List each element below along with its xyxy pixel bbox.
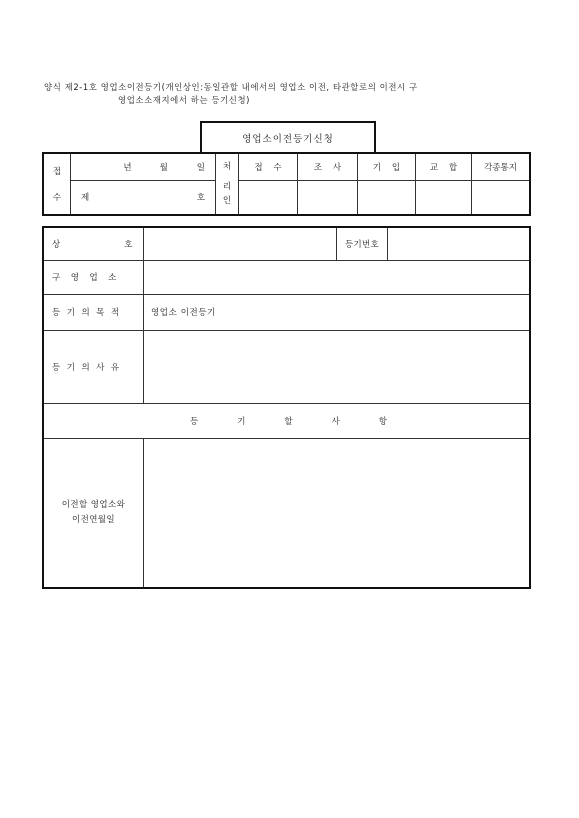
- number-prefix: 제: [81, 193, 90, 204]
- trade-name-field[interactable]: [144, 227, 337, 260]
- trade-name-label-a: 상: [52, 239, 61, 250]
- application-table: [42, 226, 531, 589]
- col-entry-b: 입: [391, 162, 401, 173]
- col-receipt-a: 접: [254, 162, 263, 173]
- old-office-char: 소: [108, 273, 117, 283]
- handler-label: [216, 153, 239, 215]
- col-investigation-b: 사: [332, 162, 342, 173]
- old-office-label: [43, 260, 144, 294]
- matters-char: 기: [237, 416, 246, 427]
- purpose-label: [43, 294, 144, 330]
- handler-label-bottom: 인: [222, 196, 232, 206]
- date-month-label: 월: [159, 162, 168, 173]
- registration-number-label: 등기번호: [337, 227, 388, 260]
- trade-name-label: [43, 227, 144, 260]
- receipt-label-top: 접: [52, 167, 62, 177]
- matters-char: 할: [284, 416, 293, 427]
- form-number-header-cont: 영업소소재지에서 하는 등기신청): [118, 95, 251, 105]
- col-investigation-a: 조: [313, 162, 323, 173]
- reason-char: 사: [96, 362, 105, 373]
- col-header-receipt: [239, 153, 298, 180]
- purpose-char: 기: [66, 308, 76, 318]
- form-number-header: 양식 제2-1호 영업소이전등기(개인상인:동일관할 내에서의 영업소 이전, 타관할로의 이전시 구: [44, 82, 418, 92]
- handler-label-top: 처: [222, 162, 232, 172]
- col-entry-a: 기: [372, 162, 382, 173]
- reason-char: 유: [110, 362, 120, 373]
- relocation-label: [43, 438, 144, 588]
- handler-label-middle: 리: [222, 182, 232, 192]
- receipt-table: [42, 152, 531, 216]
- purpose-char: 적: [110, 308, 120, 318]
- reason-char: 기: [66, 362, 76, 373]
- date-day-label: 일: [196, 162, 205, 173]
- investigation-sign-cell[interactable]: [298, 180, 358, 215]
- reason-char: 의: [81, 362, 91, 373]
- receipt-side-label: [43, 153, 71, 215]
- relocation-field[interactable]: [144, 438, 531, 588]
- trade-name-label-b: 호: [124, 239, 133, 250]
- purpose-char: 등: [52, 308, 61, 318]
- reason-char: 등: [52, 362, 61, 373]
- form-title: 영업소이전등기신청: [200, 121, 376, 152]
- old-office-char: 구: [52, 273, 61, 283]
- matters-char: 등: [190, 416, 199, 427]
- col-header-verify: [416, 153, 472, 180]
- date-year-label: 년: [123, 162, 132, 173]
- purpose-char: 의: [81, 308, 91, 318]
- verify-sign-cell[interactable]: [416, 180, 472, 215]
- registration-number-field[interactable]: [388, 227, 531, 260]
- registration-matters-header: [43, 403, 530, 438]
- relocation-label-line2: 이전연월일: [71, 514, 116, 525]
- col-verify-b: 합: [448, 162, 458, 173]
- col-receipt-b: 수: [273, 162, 282, 173]
- old-office-field[interactable]: [144, 260, 531, 294]
- receipt-number-cell[interactable]: [71, 180, 216, 215]
- purpose-char: 목: [96, 308, 105, 318]
- receipt-sign-cell[interactable]: [239, 180, 298, 215]
- receipt-label-bottom: 수: [52, 193, 62, 203]
- reason-label: [43, 330, 144, 403]
- matters-char: 사: [331, 416, 340, 427]
- old-office-char: 업: [89, 273, 99, 283]
- col-verify-a: 교: [429, 162, 439, 173]
- col-header-investigation: [298, 153, 358, 180]
- old-office-char: 영: [70, 273, 80, 283]
- relocation-label-line1: 이전할 영업소와: [61, 499, 126, 510]
- matters-char: 항: [378, 416, 387, 427]
- col-header-entry: [358, 153, 416, 180]
- receipt-date-cell[interactable]: [71, 153, 216, 180]
- number-suffix: 호: [196, 193, 205, 204]
- entry-sign-cell[interactable]: [358, 180, 416, 215]
- purpose-field[interactable]: 영업소 이전등기: [144, 294, 531, 330]
- notices-sign-cell[interactable]: [472, 180, 531, 215]
- col-header-notices: 각종통지: [472, 153, 531, 180]
- reason-field[interactable]: [144, 330, 531, 403]
